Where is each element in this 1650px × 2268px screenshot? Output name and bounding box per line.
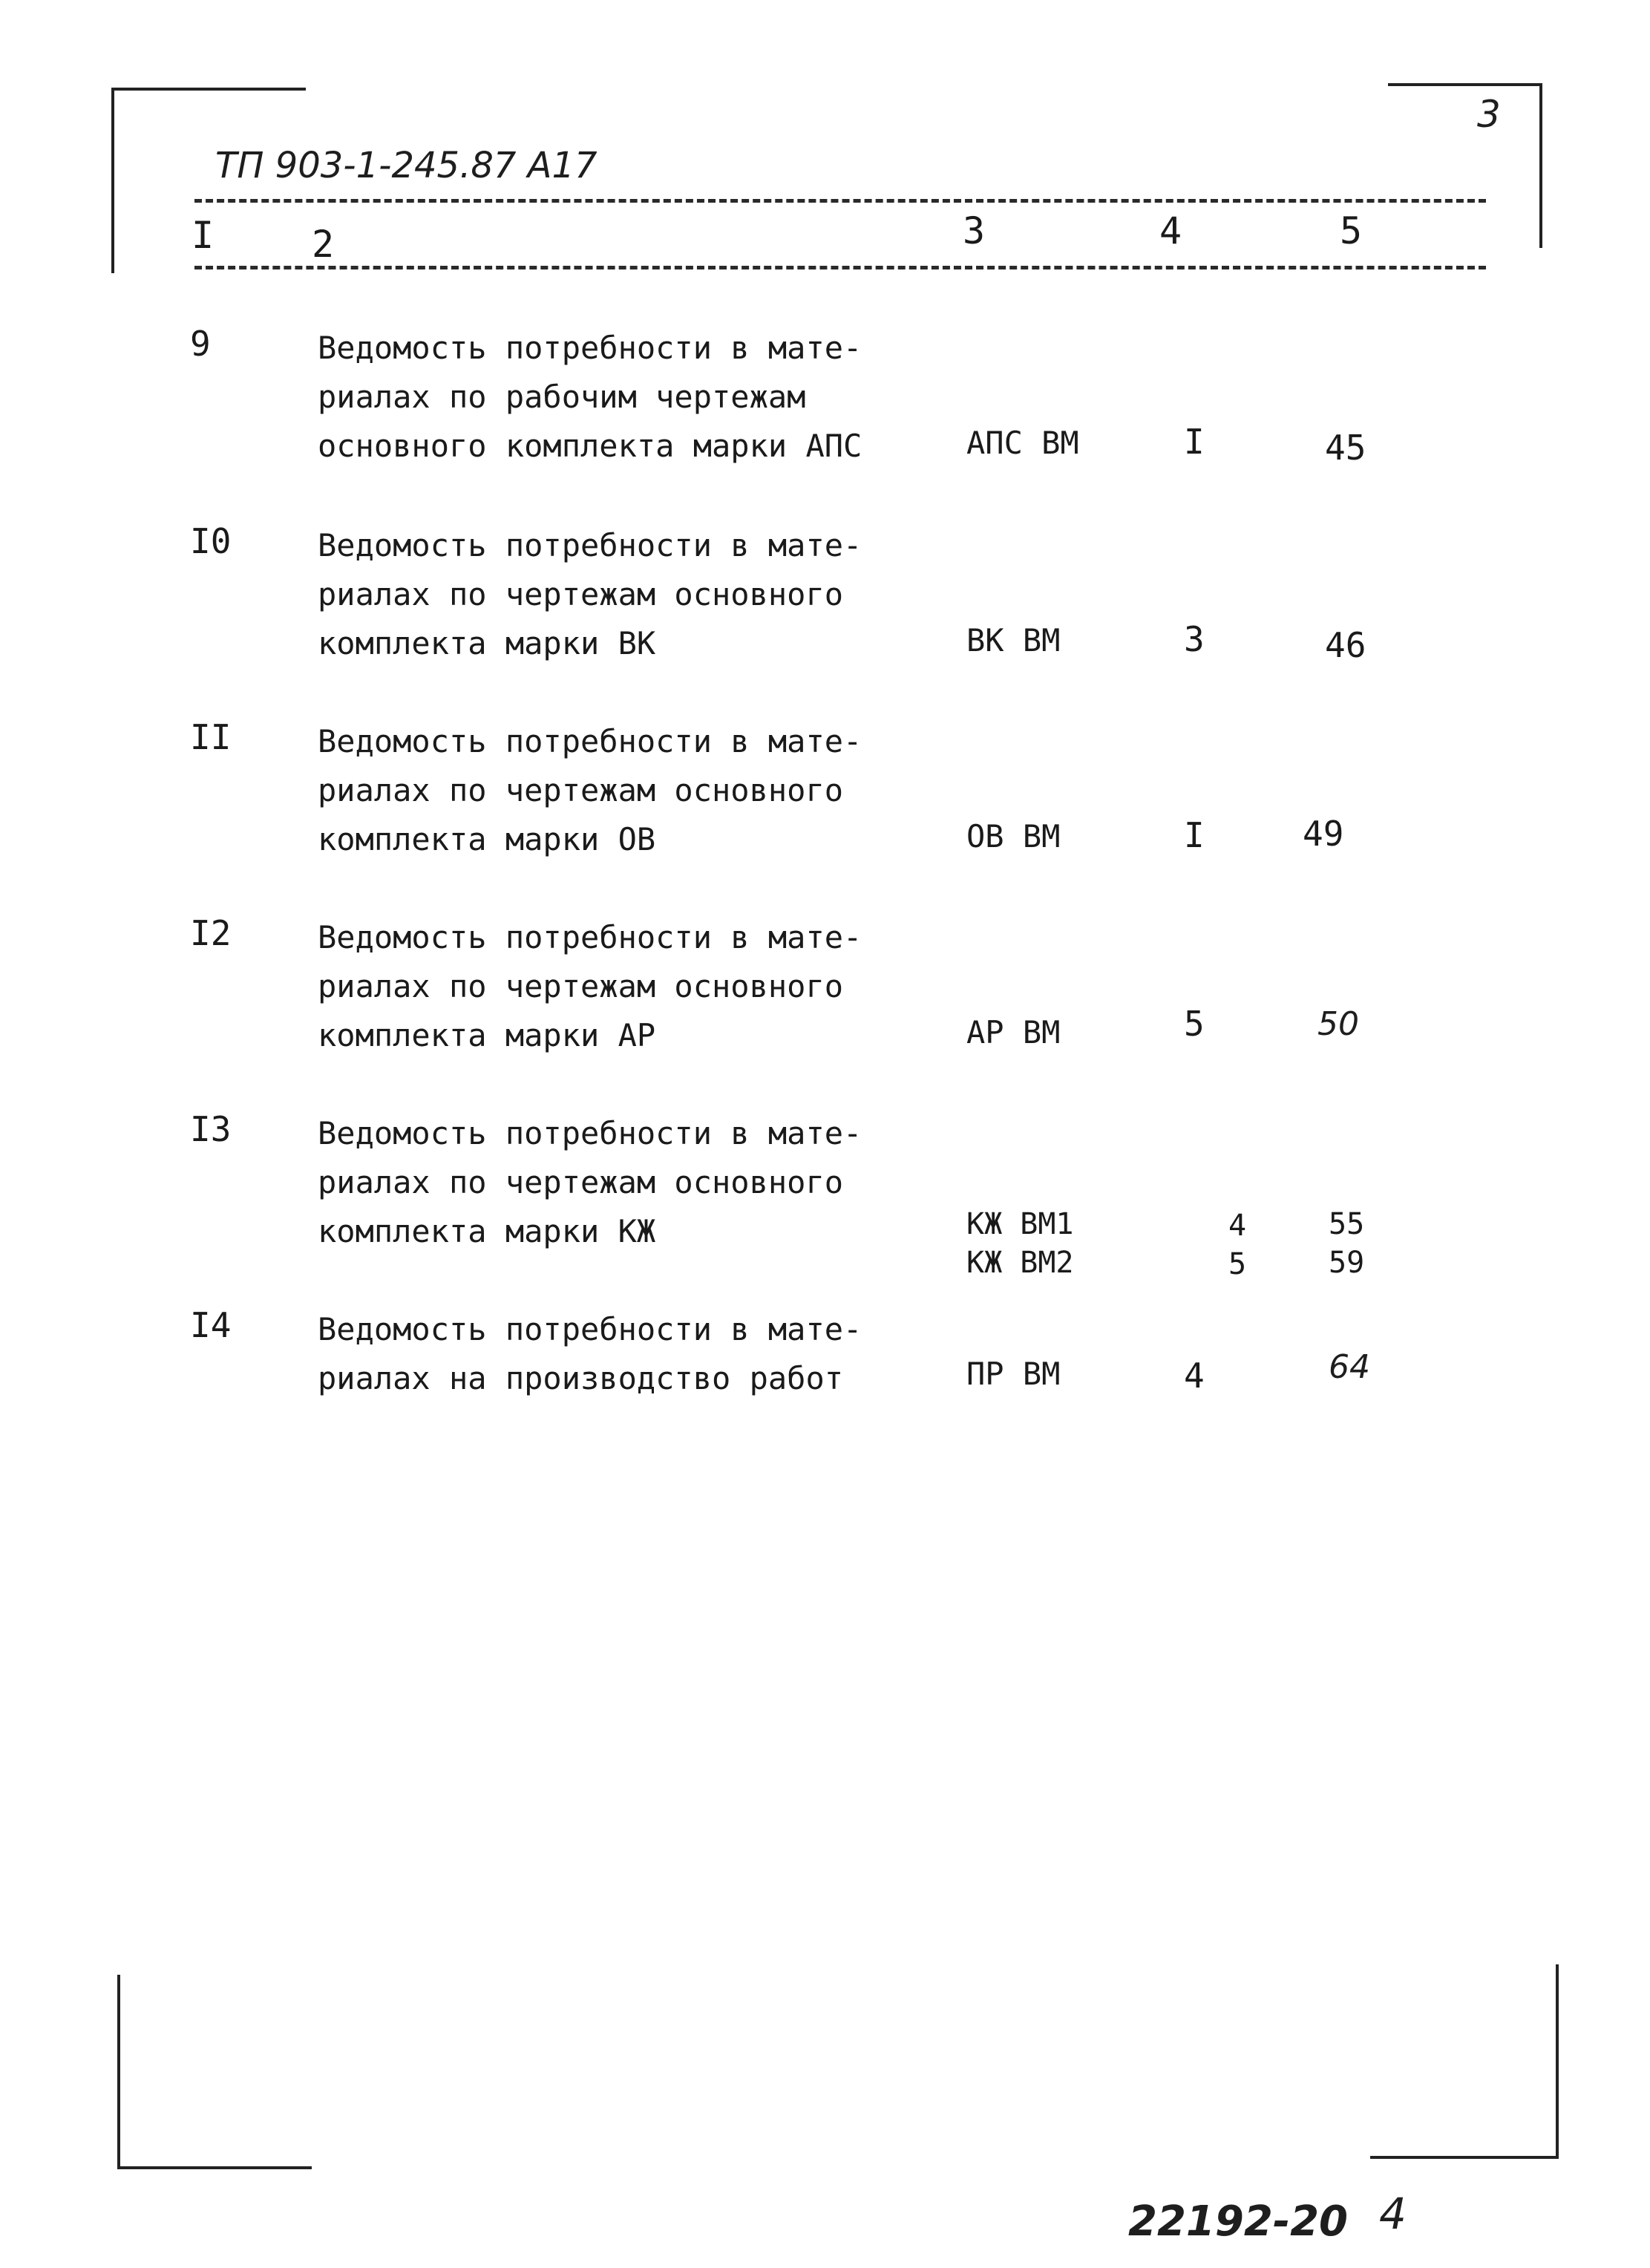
entry-mark: АПС ВМ [966,425,1079,461]
entry-mark: ОВ ВМ [966,818,1061,854]
entry-description [318,1109,862,1256]
column-header-4: 4 [1159,209,1182,252]
entry-mark: КЖ ВМ2 [966,1246,1074,1280]
description-line: риалах по чертежам основного [318,1164,844,1200]
entry-page: 55 [1329,1207,1365,1241]
description-line: комплекта марки АР [318,1017,656,1053]
entry-mark: КЖ ВМ1 [966,1207,1074,1241]
entry-page: 49 [1303,814,1344,854]
entry-number: I2 [190,913,232,953]
frame-top-right-v [1539,83,1542,248]
entry-mark: АР ВМ [966,1014,1061,1050]
description-line: комплекта марки ВК [318,625,656,661]
entry-page: 46 [1325,625,1366,665]
entry-sheet-count: I [1184,422,1205,462]
description-line: Ведомость потребности в мате- [318,330,862,366]
entry-description [318,1305,862,1403]
description-line: основного комплекта марки АПС [318,428,862,464]
entry-page: 59 [1329,1246,1365,1280]
description-line: Ведомость потребности в мате- [318,527,862,563]
description-line: риалах по рабочим чертежам [318,379,806,415]
entry-number: II [190,717,232,757]
entry-page: 64 [1329,1348,1370,1386]
corner-page-number: 3 [1477,93,1501,136]
column-header-1: I [191,214,215,257]
entry-sheet-count: 3 [1184,619,1205,659]
frame-bottom-right-h [1370,2156,1559,2159]
entry-description [318,324,862,471]
frame-top-left-v [111,88,114,273]
description-line: Ведомость потребности в мате- [318,723,862,759]
header-rule-top [194,199,1486,203]
entry-number: I0 [190,521,232,561]
frame-top-left-h [111,88,306,91]
header-rule-bottom [194,266,1486,269]
archive-number: 22192-20 [1128,2197,1348,2246]
document-code: ТП 903-1-245.87 А17 [215,145,598,186]
description-line: риалах по чертежам основного [318,968,844,1004]
entry-number: I3 [190,1109,232,1149]
entry-sheet-count: 4 [1228,1209,1247,1243]
description-line: Ведомость потребности в мате- [318,919,862,955]
column-header-3: 3 [963,209,986,252]
frame-bottom-right-v [1556,1964,1559,2159]
entry-sheet-count: 4 [1184,1356,1205,1396]
description-line: риалах на производство работ [318,1360,844,1396]
entry-page: 50 [1317,1005,1359,1043]
entry-sheet-count: I [1184,815,1205,855]
description-line: комплекта марки ОВ [318,821,656,857]
description-line: Ведомость потребности в мате- [318,1115,862,1151]
entry-number: I4 [190,1305,232,1345]
frame-bottom-left-h [117,2166,312,2169]
description-line: Ведомость потребности в мате- [318,1311,862,1347]
entry-page: 45 [1325,428,1366,468]
entry-sheet-count: 5 [1228,1247,1247,1281]
entry-mark: ВК ВМ [966,622,1061,658]
entry-mark: ПР ВМ [966,1356,1061,1392]
description-line: риалах по чертежам основного [318,772,844,808]
frame-top-right-h [1388,83,1542,86]
entry-description [318,521,862,668]
entry-description [318,913,862,1060]
entry-sheet-count: 5 [1184,1004,1205,1044]
description-line: риалах по чертежам основного [318,576,844,612]
column-header-5: 5 [1340,209,1363,252]
description-line: комплекта марки КЖ [318,1213,656,1249]
frame-bottom-left-v [117,1975,120,2169]
entry-description [318,717,862,864]
column-header-2: 2 [312,223,335,266]
entry-number: 9 [190,324,211,364]
footer-page-number: 4 [1379,2189,1407,2239]
